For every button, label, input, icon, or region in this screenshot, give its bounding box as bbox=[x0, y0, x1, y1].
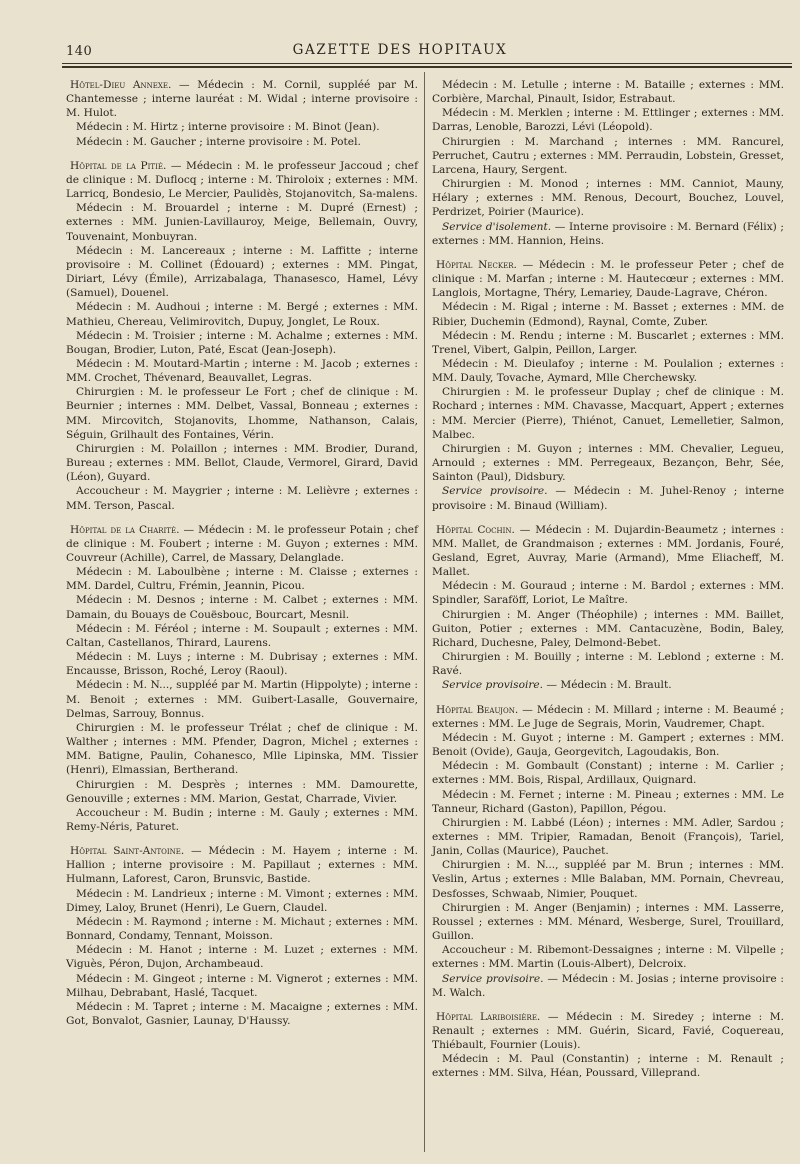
service-entry bbox=[432, 858, 784, 900]
entry-text: — Médecin : M. le professeur Jaccoud ; chef de clinique : M. Duflocq ; interne : M. Thiroloix ; externes : MM. Larricq, Bondesio, Le Mercier, Paulidès, Stojanovitch, Sa-malens. bbox=[66, 159, 418, 201]
running-head: GAZETTE DES HOPITAUX bbox=[292, 42, 508, 58]
entry-text: — Interne provisoire : M. Bernard (Félix) ; externes : MM. Hannion, Heins. bbox=[432, 220, 784, 247]
entry-text: Médecin : M. Paul (Constantin) ; interne : M. Renault ; externes : MM. Silva, Héan, Poussard, Villeprand. bbox=[432, 1053, 784, 1080]
service-entry bbox=[432, 385, 784, 442]
hospital-name: Hôpital Beaujon. bbox=[436, 703, 519, 716]
entry-text: Médecin : M. Letulle ; interne : M. Bataille ; externes : MM. Corbière, Marchal, Pinault, Isidor, Estrabaut. bbox=[432, 79, 784, 106]
service-entry bbox=[432, 816, 784, 858]
service-entry bbox=[432, 972, 784, 1000]
service-entry bbox=[432, 1052, 784, 1080]
entry-text: — Médecin : M. Brault. bbox=[543, 679, 672, 692]
entry-text: Accoucheur : M. Budin ; interne : M. Gauly ; externes : MM. Remy-Néris, Paturet. bbox=[66, 806, 418, 833]
entry-text: Médecin : M. Rigal ; interne : M. Basset ; externes : MM. de Ribier, Duchemin (Edmond), Raynal, Comte, Zuber. bbox=[432, 301, 784, 328]
service-label: Service d'isolement. bbox=[442, 220, 552, 233]
entry-text: Chirurgien : M. Marchand ; internes : MM. Rancurel, Perruchet, Cautru ; externes : MM. Perraudin, Lobstein, Gresset, Larcena, Haury, Sergent. bbox=[432, 135, 784, 176]
entry-text: Chirurgien : M. Bouilly ; interne : M. Leblond ; externe : M. Ravé. bbox=[432, 651, 784, 678]
header-rule bbox=[62, 63, 792, 64]
service-entry bbox=[66, 300, 418, 328]
service-entry bbox=[66, 120, 418, 134]
service-label: Service provisoire. bbox=[442, 679, 544, 692]
section-gap bbox=[432, 693, 784, 703]
service-entry bbox=[66, 806, 418, 834]
entry-text: — Médecin : M. Dujardin-Beaumetz ; internes : MM. Mallet, de Grandmaison ; externes : MM. Jordanis, Fouré, Gesland, Egret, Auvray, Marie (Armand), Mme Eliacheff, M. Mallet. bbox=[432, 523, 784, 579]
service-entry bbox=[66, 593, 418, 621]
entry-text: Chirurgien : M. le professeur Duplay ; chef de clinique : M. Rochard ; internes : MM. Chavasse, Macquart, Appert ; externes : MM. Mercier (Pierre), Thiénot, Canuet, Lemelletier, Salmon, Malbec. bbox=[432, 386, 784, 441]
hospital-name: Hôpital Necker. bbox=[436, 258, 517, 271]
entry-text: — Médecin : M. le professeur Potain ; chef de clinique : M. Foubert ; interne : M. Guyon ; externes : MM. Couvreur (Achille), Carrel, de Massary, Delanglade. bbox=[66, 523, 418, 564]
entry-text: Médecin : M. Guyot ; interne : M. Gampert ; externes : MM. Benoit (Ovide), Gauja, Georgevitch, Lagoudakis, Bon. bbox=[432, 731, 784, 759]
entry-text: Médecin : M. Merklen ; interne : M. Ettlinger ; externes : MM. Darras, Lenoble, Barozzi, Lévi (Léopold). bbox=[432, 107, 784, 134]
section-gap bbox=[432, 248, 784, 258]
section-gap bbox=[66, 834, 418, 844]
entry-text: Médecin : M. Lancereaux ; interne : M. Laffitte ; interne provisoire : M. Collinet (Édouard) ; externes : MM. Pingat, Diriart, Lévy (Émile), Arrizabalaga, Thanasesco, Hamel, Lévy (Samuel), Douenel. bbox=[66, 244, 418, 300]
service-entry bbox=[66, 650, 418, 678]
left-column bbox=[66, 78, 418, 1028]
column-divider bbox=[424, 72, 425, 1152]
hospital-section-heading bbox=[432, 1010, 784, 1052]
hospital-name: Hôpital Saint-Antoine. bbox=[70, 845, 185, 858]
hospital-name: Hôpital Cochin. bbox=[436, 523, 515, 536]
service-entry bbox=[66, 972, 418, 1000]
entry-text: Chirurgien : M. Desprès ; internes : MM. Damourette, Genouville ; externes : MM. Marion, Gestat, Charrade, Vivier. bbox=[66, 778, 418, 805]
section-gap bbox=[66, 513, 418, 523]
service-label: Service provisoire. bbox=[442, 485, 548, 498]
entry-text: Médecin : M. Gombault (Constant) ; interne : M. Carlier ; externes : MM. Bois, Rispal, Ardillaux, Quignard. bbox=[432, 760, 784, 787]
service-entry bbox=[66, 778, 418, 806]
entry-text: Chirurgien : M. Anger (Théophile) ; internes : MM. Baillet, Guiton, Potier ; externes : MM. Cantacuzène, Bodin, Baley, Richard, Duchesne, Paley, Delmond-Bebet. bbox=[432, 608, 784, 649]
service-entry bbox=[66, 484, 418, 512]
service-entry bbox=[66, 385, 418, 442]
entry-text: Chirurgien : M. Anger (Benjamin) ; internes : MM. Lasserre, Roussel ; externes : MM. Ménard, Wesberge, Surel, Trouillard, Guillon. bbox=[432, 901, 784, 943]
entry-text: Chirurgien : M. N..., suppléé par M. Brun ; internes : MM. Veslin, Artus ; externes : Mlle Balaban, MM. Pornain, Chevreau, Desfosses, Schwaab, Nimier, Pouquet. bbox=[432, 859, 784, 900]
service-entry bbox=[66, 442, 418, 484]
entry-text: Médecin : M. Raymond ; interne : M. Michaut ; externes : MM. Bonnard, Condamy, Tennant, Moisson. bbox=[66, 915, 418, 943]
entry-text: Médecin : M. Tapret ; interne : M. Macaigne ; externes : MM. Got, Bonvalot, Gasnier, Launay, D'Haussy. bbox=[66, 1000, 418, 1027]
entry-text: Accoucheur : M. Ribemont-Dessaignes ; interne : M. Vilpelle ; externes : MM. Martin (Louis-Albert), Delcroix. bbox=[432, 944, 784, 971]
hospital-name: Hôpital de la Pitié. bbox=[70, 159, 167, 172]
entry-text: Médecin : M. Luys ; interne : M. Dubrisay ; externes : MM. Encausse, Brisson, Roché, Leroy (Raoul). bbox=[66, 651, 418, 678]
service-entry bbox=[432, 329, 784, 357]
entry-text: Médecin : M. Féréol ; interne : M. Soupault ; externes : MM. Caltan, Castellanos, Thirard, Laurens. bbox=[66, 622, 418, 649]
entry-text: — Médecin : M. le professeur Peter ; chef de clinique : M. Marfan ; interne : M. Hautecœur ; externes : MM. Langlois, Mortagne, Théry, Lemariey, Daude-Lagrave, Chéron. bbox=[432, 258, 784, 300]
right-column bbox=[432, 78, 784, 1081]
service-entry bbox=[66, 565, 418, 593]
service-label: Service provisoire. bbox=[442, 972, 544, 985]
entry-text: Médecin : M. Gingeot ; interne : M. Vignerot ; externes : MM. Milhau, Debrabant, Haslé, Tacquet. bbox=[66, 972, 418, 999]
entry-text: Médecin : M. Landrieux ; interne : M. Vimont ; externes : MM. Dimey, Laloy, Brunet (Henri), Le Guern, Claudel. bbox=[66, 887, 418, 914]
service-entry bbox=[432, 608, 784, 650]
hospital-name: Hôpital de la Charité. bbox=[70, 523, 180, 536]
entry-text: Médecin : M. Hanot ; interne : M. Luzet ; externes : MM. Viguès, Péron, Dujon, Archambeaud. bbox=[66, 944, 418, 971]
service-entry bbox=[432, 357, 784, 385]
entry-text: Chirurgien : M. Monod ; internes : MM. Canniot, Mauny, Hélary ; externes : MM. Renous, Decourt, Bouchez, Louvel, Perdrizet, Poirier (Maurice). bbox=[432, 178, 784, 219]
entry-text: — Médecin : M. Josias ; interne provisoire : M. Walch. bbox=[432, 972, 784, 999]
hospital-section-heading bbox=[66, 844, 418, 886]
service-entry bbox=[66, 915, 418, 943]
entry-text: Médecin : M. Gouraud ; interne : M. Bardol ; externes : MM. Spindler, Saraföff, Loriot, Le Maître. bbox=[432, 580, 784, 607]
entry-text: Médecin : M. Fernet ; interne : M. Pineau ; externes : MM. Le Tanneur, Richard (Gaston), Papillon, Pégou. bbox=[432, 788, 784, 815]
service-entry bbox=[432, 759, 784, 787]
service-entry bbox=[66, 357, 418, 385]
service-entry bbox=[66, 943, 418, 971]
service-entry bbox=[66, 678, 418, 720]
entry-text: Médecin : M. Rendu ; interne : M. Buscarlet ; externes : MM. Trenel, Vibert, Galpin, Peillon, Larger. bbox=[432, 329, 784, 356]
service-entry bbox=[432, 650, 784, 678]
header-rule-thick bbox=[62, 66, 792, 68]
hospital-section-heading bbox=[432, 703, 784, 731]
entry-text: Médecin : M. Hirtz ; interne provisoire : M. Binot (Jean). bbox=[76, 121, 380, 134]
entry-text: Médecin : M. N..., suppléé par M. Martin (Hippolyte) ; interne : M. Benoit ; externes : MM. Guibert-Lasalle, Gouvernaire, Delmas, Sarrouy, Bonnus. bbox=[66, 679, 418, 720]
entry-text: Médecin : M. Laboulbène ; interne : M. Claisse ; externes : MM. Dardel, Cultru, Frémin, Jeannin, Picou. bbox=[66, 566, 418, 593]
service-entry bbox=[66, 721, 418, 778]
service-entry bbox=[432, 788, 784, 816]
hospital-name: Hôtel-Dieu Annexe. bbox=[70, 79, 172, 91]
hospital-name: Hôpital Lariboisière. bbox=[436, 1010, 541, 1023]
entry-text: — Médecin : M. Juhel-Renoy ; interne provisoire : M. Binaud (William). bbox=[432, 485, 784, 512]
entry-text: Médecin : M. Desnos ; interne : M. Calbet ; externes : MM. Damain, du Bouays de Couësbouc, Bourcart, Mesnil. bbox=[66, 594, 418, 621]
entry-text: — Médecin : M. Millard ; interne : M. Beaumé ; externes : MM. Le Juge de Segrais, Morin, Vaudremer, Chapt. bbox=[432, 703, 784, 730]
service-entry bbox=[432, 220, 784, 248]
service-entry bbox=[432, 442, 784, 484]
service-entry bbox=[66, 1000, 418, 1028]
entry-text: Chirurgien : M. le professeur Le Fort ; chef de clinique : M. Beurnier ; internes : MM. Delbet, Vassal, Bonneau ; externes : MM. Mircovitch, Stojanovits, Lhomme, Nathanson, Calais, Séguin, Grilhault des Fontaines, Vérin. bbox=[66, 386, 418, 441]
entry-text: Chirurgien : M. Polaillon ; internes : MM. Brodier, Durand, Bureau ; externes : MM. Bellot, Claude, Vermorel, Girard, David (Léon), Guyard. bbox=[66, 442, 418, 484]
entry-text: Médecin : M. Brouardel ; interne : M. Dupré (Ernest) ; externes : MM. Junien-Lavillauroy, Meige, Bellemain, Ouvry, Touvenaint, Monbuyran. bbox=[66, 202, 418, 243]
service-entry bbox=[66, 329, 418, 357]
hospital-section-heading bbox=[66, 523, 418, 565]
entry-text: Chirurgien : M. le professeur Trélat ; chef de clinique : M. Walther ; internes : MM. Pfender, Dagron, Michel ; externes : MM. Batigne, Paulin, Cohanesco, Mlle Lipinska, MM. Tissier (Henri), Elmassian, Bertherand. bbox=[66, 721, 418, 777]
entry-text: — Médecin : M. Hayem ; interne : M. Hallion ; interne provisoire : M. Papillaut ; externes : MM. Hulmann, Laforest, Caron, Brunsvic, Bastide. bbox=[66, 845, 419, 886]
entry-text: Médecin : M. Dieulafoy ; interne : M. Poulalion ; externes : MM. Dauly, Tovache, Aymard, Mlle Cherchewsky. bbox=[432, 357, 784, 385]
hospital-section-heading bbox=[432, 523, 784, 580]
service-entry bbox=[66, 887, 418, 915]
service-entry bbox=[432, 300, 784, 328]
entry-text: Chirurgien : M. Labbé (Léon) ; internes : MM. Adler, Sardou ; externes : MM. Tripier, Ramadan, Benoit (François), Tariel, Janin, Collas (Maurice), Pauchet. bbox=[432, 816, 784, 858]
service-entry bbox=[66, 244, 418, 301]
service-entry bbox=[432, 731, 784, 759]
entry-text: — Médecin : M. Cornil, suppléé par M. Chantemesse ; interne lauréat : M. Widal ; interne provisoire : M. Hulot. bbox=[66, 79, 418, 120]
service-entry bbox=[432, 78, 784, 106]
section-gap bbox=[432, 1000, 784, 1010]
service-entry bbox=[432, 106, 784, 134]
hospital-section-heading bbox=[432, 258, 784, 300]
entry-text: Médecin : M. Gaucher ; interne provisoire : M. Potel. bbox=[76, 135, 361, 148]
entry-text: Médecin : M. Moutard-Martin ; interne : M. Jacob ; externes : MM. Crochet, Thévenard, Beauvallet, Legras. bbox=[66, 357, 418, 385]
service-entry bbox=[432, 678, 784, 692]
service-entry bbox=[432, 579, 784, 607]
hospital-section-heading bbox=[66, 159, 418, 201]
entry-text: Médecin : M. Audhoui ; interne : M. Bergé ; externes : MM. Mathieu, Chereau, Velimirovitch, Dupuy, Jonglet, Le Roux. bbox=[66, 301, 418, 328]
hospital-section-heading bbox=[66, 78, 418, 120]
service-entry bbox=[432, 943, 784, 971]
section-gap bbox=[66, 149, 418, 159]
service-entry bbox=[66, 135, 418, 149]
service-entry bbox=[432, 177, 784, 219]
service-entry bbox=[432, 484, 784, 512]
service-entry bbox=[432, 901, 784, 943]
service-entry bbox=[66, 201, 418, 243]
section-gap bbox=[432, 513, 784, 523]
entry-text: Accoucheur : M. Maygrier ; interne : M. Lelièvre ; externes : MM. Terson, Pascal. bbox=[66, 485, 418, 512]
service-entry bbox=[432, 135, 784, 177]
entry-text: — Médecin : M. Siredey ; interne : M. Renault ; externes : MM. Guérin, Sicard, Favié, Coquereau, Thiébault, Fournier (Louis). bbox=[432, 1010, 784, 1052]
entry-text: Chirurgien : M. Guyon ; internes : MM. Chevalier, Legueu, Arnould ; externes : MM. Perregeaux, Bezançon, Behr, Sée, Sainton (Paul), Didsbury. bbox=[432, 442, 784, 484]
page-number: 140 bbox=[66, 44, 93, 59]
entry-text: Médecin : M. Troisier ; interne : M. Achalme ; externes : MM. Bougan, Brodier, Luton, Paté, Escat (Jean-Joseph). bbox=[66, 329, 418, 356]
service-entry bbox=[66, 622, 418, 650]
